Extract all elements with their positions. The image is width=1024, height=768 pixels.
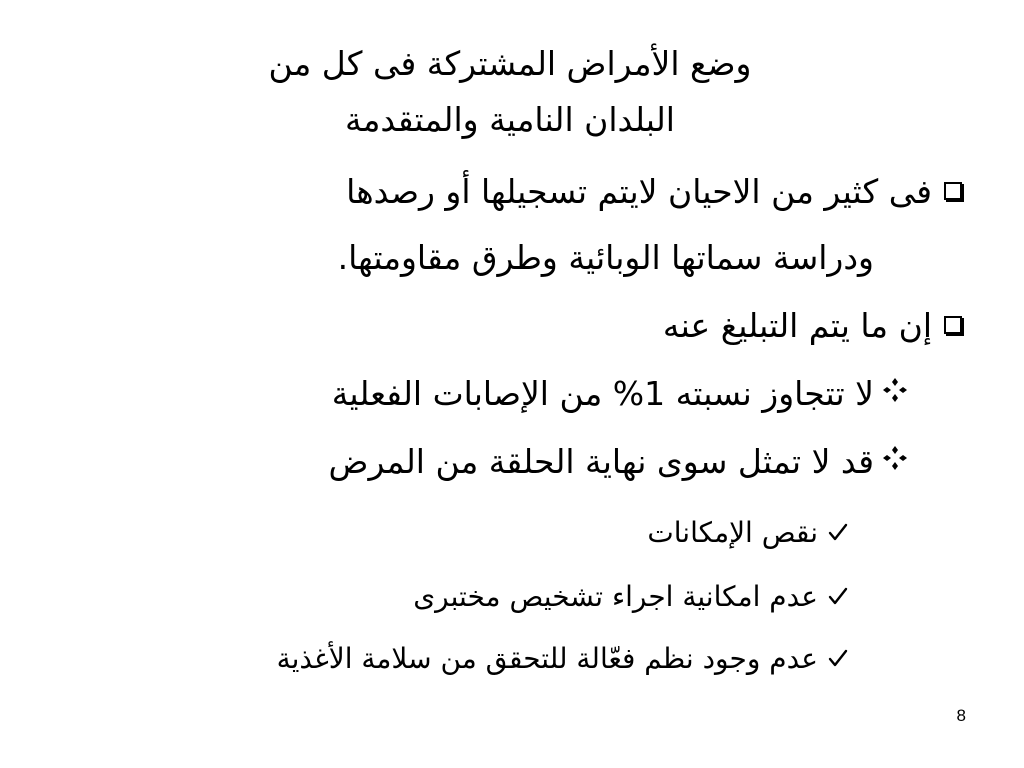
slide-title: [150, 36, 870, 148]
checkmark-icon: [828, 516, 848, 549]
check-item-2: [413, 580, 848, 615]
square-bullet-icon: [944, 182, 962, 200]
sub-bullet-1-text: لا تتجاوز نسبته 1% من الإصابات الفعلية: [331, 374, 874, 413]
checkmark-icon: [828, 642, 848, 675]
check-item-3: [277, 642, 848, 677]
checkmark-icon: [828, 580, 848, 613]
bullet-1-text-line-2: ودراسة سماتها الوبائية وطرق مقاومتها.: [337, 238, 874, 277]
check-item-1: [647, 516, 848, 551]
bullet-item-2: [663, 306, 962, 345]
check-item-1-text: نقص الإمكانات: [647, 516, 818, 549]
sub-bullet-item-2: [329, 442, 908, 483]
bullet-item-1: [346, 172, 962, 211]
diamond-bullet-icon: [882, 440, 908, 479]
bullet-item-1-continuation: [338, 238, 874, 277]
sub-bullet-2-text: قد لا تمثل سوى نهاية الحلقة من المرض: [328, 442, 874, 481]
bullet-1-text-line-1: فى كثير من الاحيان لايتم تسجيلها أو رصدها: [346, 172, 932, 211]
bullet-2-text: إن ما يتم التبليغ عنه: [662, 306, 932, 345]
page-number: 8: [956, 706, 966, 725]
square-bullet-icon: [944, 316, 962, 334]
title-line-1: وضع الأمراض المشتركة فى كل من: [268, 44, 752, 83]
check-item-2-text: عدم امكانية اجراء تشخيص مختبرى: [413, 580, 818, 613]
check-item-3-text: عدم وجود نظم فعّالة للتحقق من سلامة الأغذية: [276, 642, 818, 675]
diamond-bullet-icon: [882, 372, 908, 411]
sub-bullet-item-1: [332, 374, 908, 415]
title-line-2: البلدان النامية والمتقدمة: [345, 100, 675, 139]
